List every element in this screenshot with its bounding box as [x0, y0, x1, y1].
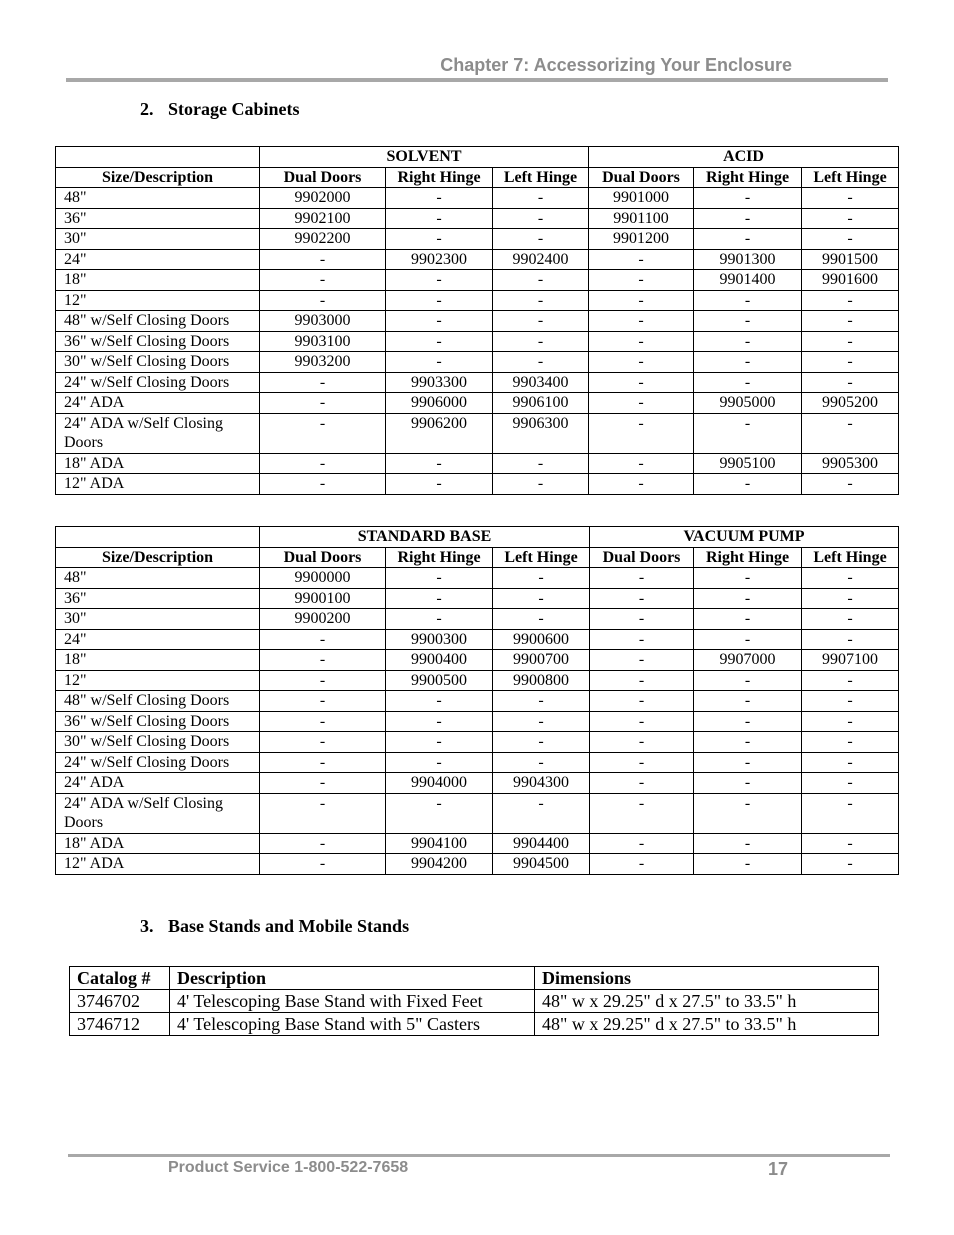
table-cell: -: [260, 290, 386, 311]
table-cell: 24" w/Self Closing Doors: [56, 752, 260, 773]
table-cell: -: [694, 833, 802, 854]
table-cell: 9906200: [386, 413, 493, 453]
section-heading-storage-cabinets: [140, 99, 300, 120]
table-cell: -: [589, 393, 694, 414]
table-cell: 9902000: [260, 188, 386, 209]
table-cell: 36" w/Self Closing Doors: [56, 711, 260, 732]
table-cell: 9900600: [493, 629, 590, 650]
table-cell: 9903300: [386, 372, 493, 393]
column-header: Size/Description: [56, 547, 260, 568]
table-row: [56, 793, 899, 833]
table-row: [70, 1013, 879, 1036]
table-cell: 18" ADA: [56, 453, 260, 474]
table-row: [56, 629, 899, 650]
table-cell: -: [802, 609, 899, 630]
table-cell: -: [260, 711, 386, 732]
table-row: [56, 188, 899, 209]
table-cell: 9900100: [260, 588, 386, 609]
table-cell: -: [386, 711, 493, 732]
table-row: [56, 670, 899, 691]
table-cell: -: [590, 711, 694, 732]
table-row: [56, 773, 899, 794]
table-cell: -: [694, 670, 802, 691]
table-cell: 9907000: [694, 650, 802, 671]
table-cell: -: [260, 752, 386, 773]
table-cell: -: [260, 393, 386, 414]
table-cell: -: [260, 249, 386, 270]
table-cell: -: [260, 453, 386, 474]
table-cell: -: [589, 249, 694, 270]
table-cell: 30": [56, 229, 260, 250]
table-cell: 9900800: [493, 670, 590, 691]
table-cell: 9906300: [493, 413, 589, 453]
table-cell: -: [802, 331, 899, 352]
column-header: Size/Description: [56, 167, 260, 188]
column-header: Left Hinge: [493, 547, 590, 568]
table-cell: -: [260, 833, 386, 854]
table-cell: -: [589, 311, 694, 332]
table-cell: -: [589, 352, 694, 373]
table-cell: -: [694, 568, 802, 589]
table-row: [56, 711, 899, 732]
table-cell: -: [260, 773, 386, 794]
table-cell: -: [493, 588, 590, 609]
table-cell: -: [589, 474, 694, 495]
table-cell: -: [802, 188, 899, 209]
table-cell: -: [694, 793, 802, 833]
table-cell: -: [802, 208, 899, 229]
table-cell: 30" w/Self Closing Doors: [56, 732, 260, 753]
table-row: [56, 854, 899, 875]
table-group-header-row: [56, 147, 899, 168]
table-cell: 18": [56, 270, 260, 291]
table-row: [56, 691, 899, 712]
table-cell: 9901200: [589, 229, 694, 250]
table-row: [56, 208, 899, 229]
table-cell: -: [590, 833, 694, 854]
table-row: [56, 609, 899, 630]
table-body: [70, 990, 879, 1036]
table-cell: -: [589, 331, 694, 352]
group-header-standard-base: STANDARD BASE: [260, 527, 590, 548]
table-cell: -: [493, 732, 590, 753]
table-cell: 24": [56, 249, 260, 270]
table-cell: 36": [56, 588, 260, 609]
table-cell: -: [386, 453, 493, 474]
section-number: 3.: [140, 916, 154, 936]
table-cell: -: [694, 372, 802, 393]
table-row: [56, 568, 899, 589]
table-cell: -: [694, 711, 802, 732]
table-cell: 9904100: [386, 833, 493, 854]
table-cell: 9903200: [260, 352, 386, 373]
table-cell: -: [802, 413, 899, 453]
table-cell: 30" w/Self Closing Doors: [56, 352, 260, 373]
table-cell: 9904400: [493, 833, 590, 854]
table-cell: 9903400: [493, 372, 589, 393]
table-cell: -: [386, 793, 493, 833]
table-row: [56, 474, 899, 495]
column-header: Dual Doors: [590, 547, 694, 568]
table-cell: -: [802, 372, 899, 393]
table-row: [56, 413, 899, 453]
table-cell: -: [493, 270, 589, 291]
table-cell: -: [802, 732, 899, 753]
table-cell: -: [386, 588, 493, 609]
table-cell: -: [802, 290, 899, 311]
table-cell: -: [590, 854, 694, 875]
table-group-header-row: [56, 527, 899, 548]
table-cell: 9900200: [260, 609, 386, 630]
table-cell: 9905200: [802, 393, 899, 414]
table-cell: -: [589, 372, 694, 393]
table-cell: 48" w x 29.25" d x 27.5" to 33.5" h: [535, 1013, 879, 1036]
table-cell: -: [386, 691, 493, 712]
table-cell: -: [386, 290, 493, 311]
chapter-header: Chapter 7: Accessorizing Your Enclosure: [440, 55, 792, 75]
table-row: [56, 833, 899, 854]
table-cell: -: [493, 188, 589, 209]
table-cell: 9904000: [386, 773, 493, 794]
table-cell: -: [386, 752, 493, 773]
table-cell: -: [694, 188, 802, 209]
table-row: [70, 990, 879, 1013]
table-cell: -: [493, 208, 589, 229]
table-cell: 9905100: [694, 453, 802, 474]
column-header: Dual Doors: [589, 167, 694, 188]
table-cell: 4' Telescoping Base Stand with Fixed Feet: [170, 990, 535, 1013]
table-cell: 9904300: [493, 773, 590, 794]
table-cell: 12" ADA: [56, 474, 260, 495]
table-cell: 12" ADA: [56, 854, 260, 875]
table-corner-cell: [56, 147, 260, 168]
table-cell: 9901400: [694, 270, 802, 291]
table-cell: -: [802, 833, 899, 854]
table-cell: 36": [56, 208, 260, 229]
section-number: 2.: [140, 99, 154, 119]
table-cell: -: [590, 732, 694, 753]
table-cell: -: [386, 474, 493, 495]
table-cell: 9906100: [493, 393, 589, 414]
column-header: Dual Doors: [260, 167, 386, 188]
table-cell: 9901100: [589, 208, 694, 229]
table-cell: -: [386, 732, 493, 753]
table-row: [56, 732, 899, 753]
table-cell: -: [260, 413, 386, 453]
table-cell: 9905000: [694, 393, 802, 414]
table-row: [56, 453, 899, 474]
column-header: Dual Doors: [260, 547, 386, 568]
table-cell: -: [590, 568, 694, 589]
table-cell: -: [694, 208, 802, 229]
table-cell: -: [694, 290, 802, 311]
table-row: [56, 311, 899, 332]
table-cell: -: [493, 793, 590, 833]
table-column-header-row: [70, 967, 879, 990]
table-cell: -: [386, 311, 493, 332]
table-cell: -: [694, 413, 802, 453]
table-cell: 9902200: [260, 229, 386, 250]
table-cell: -: [590, 629, 694, 650]
column-header-description: Description: [170, 967, 535, 990]
table-cell: -: [386, 568, 493, 589]
table-cell: -: [260, 650, 386, 671]
table-cell: -: [493, 752, 590, 773]
table-cell: -: [694, 229, 802, 250]
table-cell: 48" w x 29.25" d x 27.5" to 33.5" h: [535, 990, 879, 1013]
table-cell: -: [260, 372, 386, 393]
table-cell: -: [802, 352, 899, 373]
table-cell: 9904200: [386, 854, 493, 875]
table-cell: 24" ADA w/Self Closing Doors: [56, 793, 260, 833]
table-row: [56, 249, 899, 270]
table-cell: 9900700: [493, 650, 590, 671]
table-cell: -: [386, 229, 493, 250]
table-cell: 9907100: [802, 650, 899, 671]
table-cell: -: [802, 773, 899, 794]
table-row: [56, 752, 899, 773]
table-row: [56, 290, 899, 311]
table-cell: 9900000: [260, 568, 386, 589]
footer-rule: [68, 1154, 890, 1157]
table-cell: -: [260, 793, 386, 833]
table-cell: -: [590, 773, 694, 794]
table-cell: -: [694, 691, 802, 712]
table-cell: 9903000: [260, 311, 386, 332]
product-service-phone: Product Service 1-800-522-7658: [168, 1159, 409, 1176]
table-cell: 18" ADA: [56, 833, 260, 854]
table-corner-cell: [56, 527, 260, 548]
table-cell: -: [493, 229, 589, 250]
table-row: [56, 393, 899, 414]
table-cell: -: [802, 711, 899, 732]
table-cell: -: [802, 793, 899, 833]
table-cell: -: [493, 609, 590, 630]
table-cell: -: [694, 773, 802, 794]
table-cell: -: [802, 752, 899, 773]
table-cell: -: [493, 691, 590, 712]
table-cell: -: [493, 568, 590, 589]
column-header: Right Hinge: [694, 167, 802, 188]
table-cell: 9900500: [386, 670, 493, 691]
table-cell: -: [493, 331, 589, 352]
table-cell: -: [802, 691, 899, 712]
table-cell: 3746712: [70, 1013, 170, 1036]
table-cell: 9901300: [694, 249, 802, 270]
table-cell: -: [493, 474, 589, 495]
table-cell: -: [802, 229, 899, 250]
table-cell: -: [694, 609, 802, 630]
table-cell: 12": [56, 670, 260, 691]
table-cell: 24": [56, 629, 260, 650]
column-header: Right Hinge: [386, 547, 493, 568]
table-cell: 24" ADA w/Self Closing Doors: [56, 413, 260, 453]
group-header-vacuum-pump: VACUUM PUMP: [590, 527, 899, 548]
table-cell: -: [386, 270, 493, 291]
table-cell: 9902400: [493, 249, 589, 270]
table-cell: 9904500: [493, 854, 590, 875]
table-cell: -: [802, 670, 899, 691]
table-cell: -: [493, 711, 590, 732]
column-header: Left Hinge: [493, 167, 589, 188]
table-cell: 4' Telescoping Base Stand with 5" Casters: [170, 1013, 535, 1036]
table-cell: 9902300: [386, 249, 493, 270]
table-cell: 24" ADA: [56, 773, 260, 794]
table-cell: -: [260, 670, 386, 691]
table-cell: 48": [56, 188, 260, 209]
table-cell: -: [802, 629, 899, 650]
table-cell: -: [590, 588, 694, 609]
table-cell: 3746702: [70, 990, 170, 1013]
page-number: 17: [768, 1159, 789, 1179]
table-cell: -: [260, 854, 386, 875]
table-cell: 12": [56, 290, 260, 311]
table-cell: -: [589, 453, 694, 474]
table-cell: -: [694, 352, 802, 373]
table-cell: -: [694, 629, 802, 650]
table-cell: 9903100: [260, 331, 386, 352]
table-row: [56, 270, 899, 291]
table-cell: -: [802, 568, 899, 589]
table-cell: -: [590, 609, 694, 630]
table-row: [56, 588, 899, 609]
table-cell: -: [386, 609, 493, 630]
table-cell: -: [493, 453, 589, 474]
table-cell: -: [590, 793, 694, 833]
table-body: [56, 188, 899, 495]
column-header-dimensions: Dimensions: [535, 967, 879, 990]
table-cell: -: [802, 588, 899, 609]
table-cell: -: [260, 732, 386, 753]
table-cell: -: [694, 331, 802, 352]
table-cell: -: [694, 752, 802, 773]
table-body: [56, 568, 899, 875]
table-cell: -: [802, 311, 899, 332]
table-cell: -: [694, 474, 802, 495]
table-row: [56, 372, 899, 393]
table-cell: -: [493, 290, 589, 311]
table-cell: 48" w/Self Closing Doors: [56, 691, 260, 712]
table-cell: -: [802, 474, 899, 495]
section-heading-base-stands: [140, 916, 409, 937]
table-row: [56, 229, 899, 250]
base-stands-table: [69, 966, 879, 1036]
table-cell: 9900300: [386, 629, 493, 650]
group-header-solvent: SOLVENT: [260, 147, 589, 168]
storage-cabinets-solvent-acid-table: [55, 146, 899, 495]
table-cell: 9905300: [802, 453, 899, 474]
storage-cabinets-standard-base-vacuum-pump-table: [55, 526, 899, 875]
table-cell: -: [493, 311, 589, 332]
table-cell: -: [260, 629, 386, 650]
table-row: [56, 331, 899, 352]
table-cell: -: [590, 752, 694, 773]
table-cell: 48": [56, 568, 260, 589]
table-cell: 18": [56, 650, 260, 671]
table-cell: -: [386, 331, 493, 352]
table-cell: -: [589, 270, 694, 291]
table-cell: 9902100: [260, 208, 386, 229]
table-cell: -: [386, 352, 493, 373]
table-cell: -: [694, 732, 802, 753]
header-rule: [66, 78, 888, 82]
table-cell: 36" w/Self Closing Doors: [56, 331, 260, 352]
table-column-header-row: [56, 167, 899, 188]
table-cell: 9900400: [386, 650, 493, 671]
section-title: Base Stands and Mobile Stands: [168, 916, 410, 936]
section-title: Storage Cabinets: [168, 99, 300, 119]
column-header-catalog: Catalog #: [70, 967, 170, 990]
table-cell: -: [260, 270, 386, 291]
group-header-acid: ACID: [589, 147, 899, 168]
column-header: Left Hinge: [802, 547, 899, 568]
table-cell: -: [694, 854, 802, 875]
table-cell: -: [386, 208, 493, 229]
table-cell: 48" w/Self Closing Doors: [56, 311, 260, 332]
table-cell: 9901000: [589, 188, 694, 209]
column-header: Right Hinge: [386, 167, 493, 188]
table-row: [56, 650, 899, 671]
table-cell: 24" w/Self Closing Doors: [56, 372, 260, 393]
table-cell: -: [493, 352, 589, 373]
table-cell: 9901500: [802, 249, 899, 270]
table-cell: -: [589, 290, 694, 311]
table-cell: -: [802, 854, 899, 875]
table-column-header-row: [56, 547, 899, 568]
column-header: Left Hinge: [802, 167, 899, 188]
table-cell: 24" ADA: [56, 393, 260, 414]
table-cell: -: [694, 588, 802, 609]
table-cell: -: [589, 413, 694, 453]
table-cell: -: [590, 691, 694, 712]
table-cell: -: [590, 650, 694, 671]
table-cell: 9906000: [386, 393, 493, 414]
column-header: Right Hinge: [694, 547, 802, 568]
table-row: [56, 352, 899, 373]
table-cell: -: [386, 188, 493, 209]
table-cell: -: [590, 670, 694, 691]
table-cell: 30": [56, 609, 260, 630]
table-cell: -: [260, 691, 386, 712]
table-cell: -: [260, 474, 386, 495]
table-cell: 9901600: [802, 270, 899, 291]
table-cell: -: [694, 311, 802, 332]
